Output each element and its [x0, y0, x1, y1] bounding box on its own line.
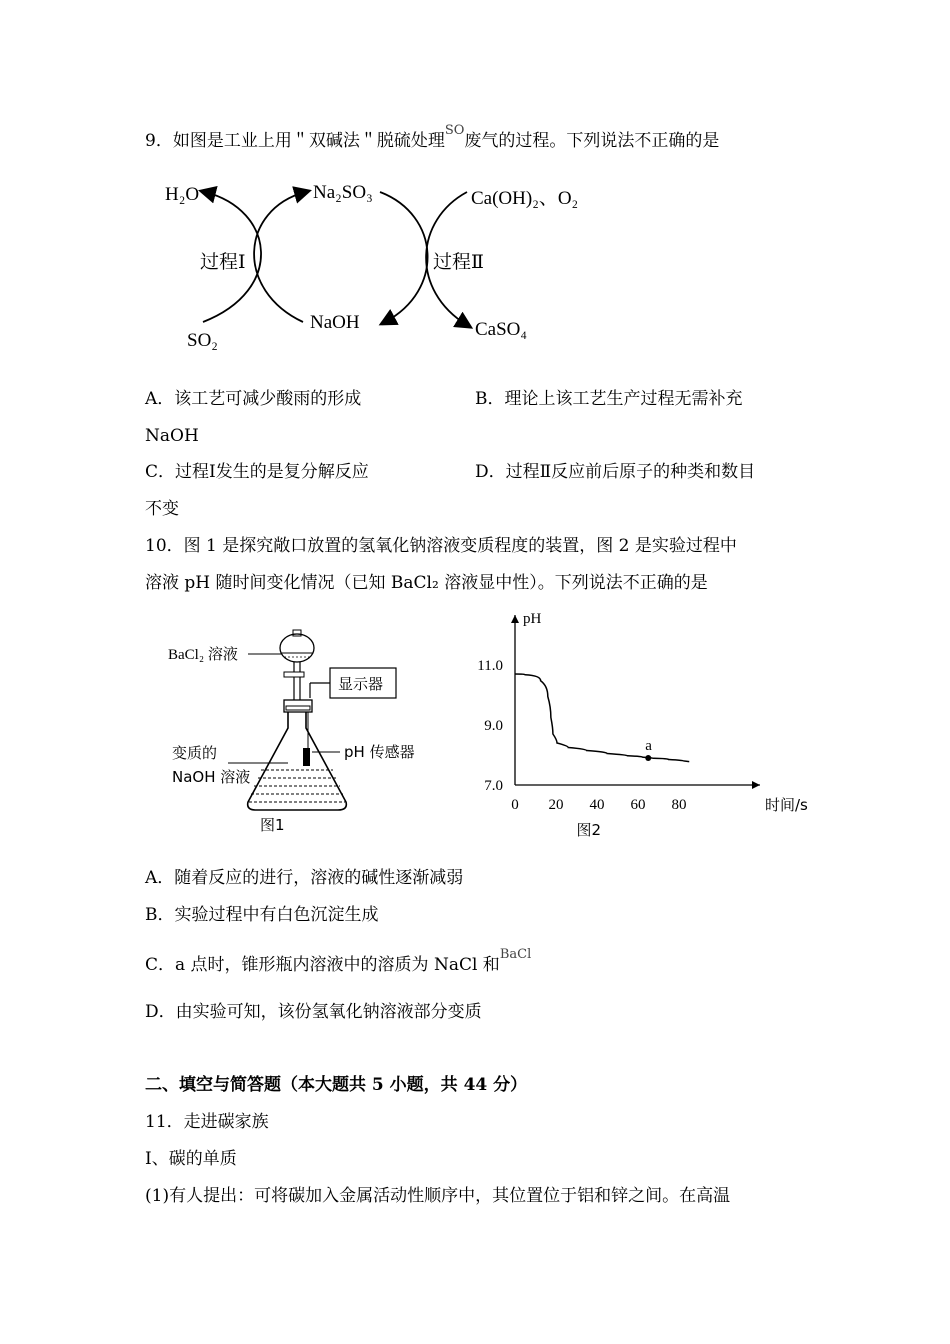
label-caoh2-o2: Ca(OH)₂、O₂ [471, 188, 579, 209]
label-naoh: NaOH [310, 312, 360, 333]
y-tick-label: 9.0 [484, 718, 503, 734]
y-axis-arrow [511, 615, 519, 623]
q9-stem-formula: SO [444, 123, 465, 138]
label-so2: SO₂ [187, 330, 218, 351]
y-tick-label: 7.0 [484, 778, 503, 794]
fig1-naoh-label-2: NaOH 溶液 [172, 768, 251, 786]
q10-stem-line1: 10．图 1 是探究敞口放置的氢氧化钠溶液变质程度的装置，图 2 是实验过程中 [145, 536, 737, 556]
q10-fig2-ph-chart [460, 605, 808, 845]
q9-stem-pre: 9．如图是工业上用＂双碱法＂脱硫处理 [145, 131, 445, 151]
q11-sub1: Ⅰ、碳的单质 [145, 1149, 237, 1169]
label-h2o: H₂O [165, 184, 200, 205]
q9-option-c: C．过程Ⅰ发生的是复分解反应 [145, 462, 369, 482]
q11-p1: (1)有人提出：可将碳加入金属活动性顺序中，其位置位于铝和锌之间。在高温 [145, 1186, 731, 1206]
label-na2so3: Na₂SO₃ [313, 182, 373, 203]
x-axis-arrow [752, 781, 760, 789]
x-tick-label: 0 [511, 797, 519, 813]
q9-option-d: D．过程Ⅱ反应前后原子的种类和数目 [475, 462, 756, 482]
fig1-naoh-label-1: 变质的 [172, 744, 218, 762]
q9-option-a: A．该工艺可减少酸雨的形成 [145, 389, 362, 409]
section2-heading: 二、填空与简答题（本大题共 5 小题，共 44 分） [145, 1075, 528, 1095]
x-tick-label: 20 [548, 797, 564, 813]
fig1-display-label: 显示器 [338, 675, 384, 693]
fig1-bacl2-label: BaCl₂ 溶液 [168, 647, 238, 663]
label-process2: 过程Ⅱ [433, 252, 484, 273]
arrow-na2so3-to-naoh [380, 192, 428, 322]
q10-option-c [145, 947, 532, 979]
point-a-label: a [645, 738, 652, 754]
q9-option-d-cont: 不变 [145, 499, 179, 519]
label-caso4: CaSO₄ [475, 319, 528, 340]
x-tick-label: 80 [671, 797, 687, 813]
q10-option-c-text: C．a 点时，锥形瓶内溶液中的溶质为 NaCl 和 [145, 955, 500, 975]
q11-title: 11．走进碳家族 [145, 1112, 269, 1132]
q9-option-b: B．理论上该工艺生产过程无需补充 [475, 389, 743, 409]
q10-option-c-formula: BaCl [499, 947, 532, 962]
point-a [645, 755, 651, 761]
x-axis-label: 时间/s [765, 796, 808, 814]
q9-stem [145, 123, 720, 155]
y-tick-label: 11.0 [477, 658, 503, 674]
y-axis-label: pH [523, 611, 542, 627]
fig1-sensor-label: pH 传感器 [344, 743, 415, 761]
q10-option-d: D．由实验可知，该份氢氧化钠溶液部分变质 [145, 1002, 482, 1022]
q9-cycle-diagram [145, 170, 625, 360]
ph-curve [515, 674, 689, 762]
label-process1: 过程Ⅰ [200, 252, 246, 273]
q10-fig1-apparatus [160, 620, 440, 845]
x-tick-label: 60 [630, 797, 646, 813]
x-tick-label: 40 [589, 797, 605, 813]
fig2-caption: 图2 [576, 821, 602, 839]
fig1-caption: 图1 [260, 816, 285, 834]
q10-option-a: A．随着反应的进行，溶液的碱性逐渐减弱 [145, 868, 464, 888]
q10-option-b: B．实验过程中有白色沉淀生成 [145, 905, 379, 925]
q10-stem-line2: 溶液 pH 随时间变化情况（已知 BaCl₂ 溶液显中性）。下列说法不正确的是 [145, 573, 708, 593]
q9-stem-post: 废气的过程。下列说法不正确的是 [464, 131, 720, 151]
q9-option-b-cont: NaOH [145, 426, 199, 446]
